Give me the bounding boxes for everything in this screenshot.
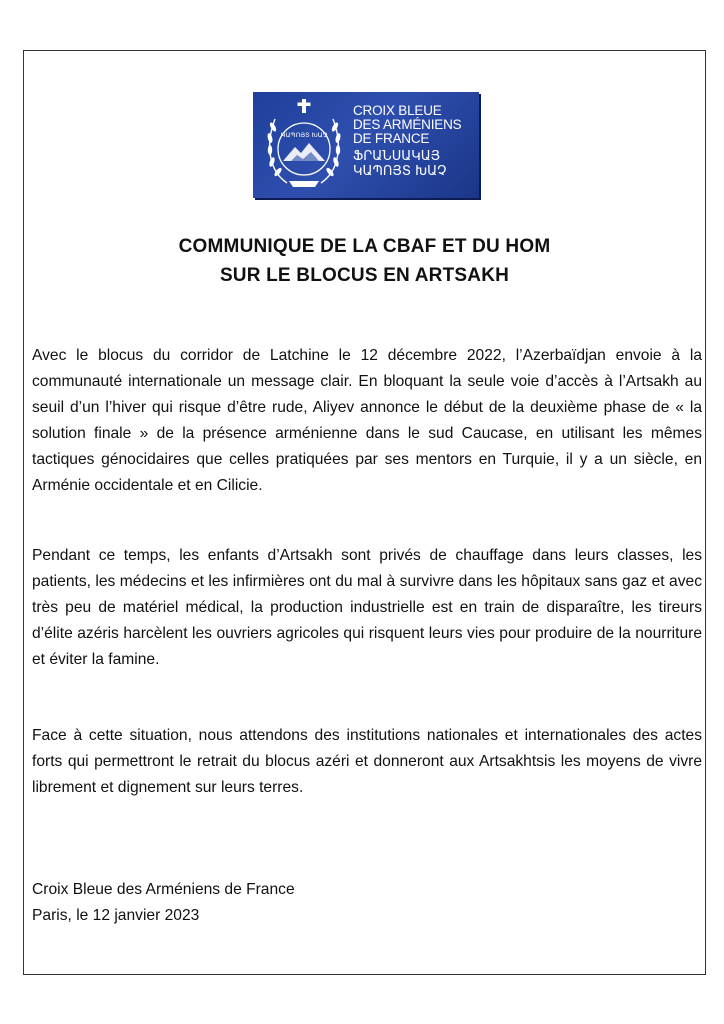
logo-name-fr-3: DE FRANCE	[353, 131, 430, 146]
paragraph-3: Face à cette situation, nous attendons des institutions nationales et internationales des actes forts qui permettront le retrait du blocus azéri et donneront aux Artsakhtsis les moyens de vivre librement et dignement sur leurs terres.	[32, 727, 702, 796]
title-line-2: SUR LE BLOCUS EN ARTSAKH	[219, 265, 510, 286]
signature-place-date: Paris, le 12 janvier 2023	[32, 907, 200, 924]
logo-name-fr-2: DES ARMÉNIENS	[353, 117, 462, 132]
emblem-text: ԿԱՊՈՅՏ ԽԱՉ	[280, 131, 328, 139]
title-line-1: COMMUNIQUE DE LA CBAF ET DU HOM	[178, 236, 551, 257]
logo-name-hy-2: ԿԱՊՈՅՏ ԽԱՉ	[353, 164, 447, 179]
logo-name-hy-1: ՖՐԱՆՍԱԿԱՅ	[353, 149, 441, 164]
page-title	[23, 232, 706, 290]
logo-text	[353, 104, 475, 179]
wreath-emblem-icon	[261, 97, 347, 193]
paragraph-1: Avec le blocus du corridor de Latchine le 12 décembre 2022, l’Azerbaïdjan envoie à la communauté internationale un message clair. En bloquant la seule voie d’accès à l’Artsakh au seuil d’un l’hiver qui risque d’être rude, Aliyev annonce le début de la deuxième phase de « la solution finale » de la présence arménienne dans le sud Caucase, en utilisant les mêmes tactiques génocidaires que celles pratiquées par ses mentors en Turquie, il y a un siècle, en Arménie occidentale et en Cilicie.	[32, 347, 702, 494]
logo-name-fr-1: CROIX BLEUE	[353, 103, 442, 118]
signature-organization: Croix Bleue des Arméniens de France	[32, 881, 295, 898]
paragraph-2: Pendant ce temps, les enfants d’Artsakh sont privés de chauffage dans leurs classes, les patients, les médecins et les infirmières ont du mal à survivre dans les hôpitaux sans gaz et avec très peu de matériel médical, la production industrielle est en train de disparaître, les tireurs d’élite azéris harcèlent les ouvriers agricoles qui risquent leurs vies pour produire de la nourriture et éviter la famine.	[32, 547, 702, 668]
cbaf-logo	[253, 92, 479, 198]
signature-block	[32, 877, 295, 929]
